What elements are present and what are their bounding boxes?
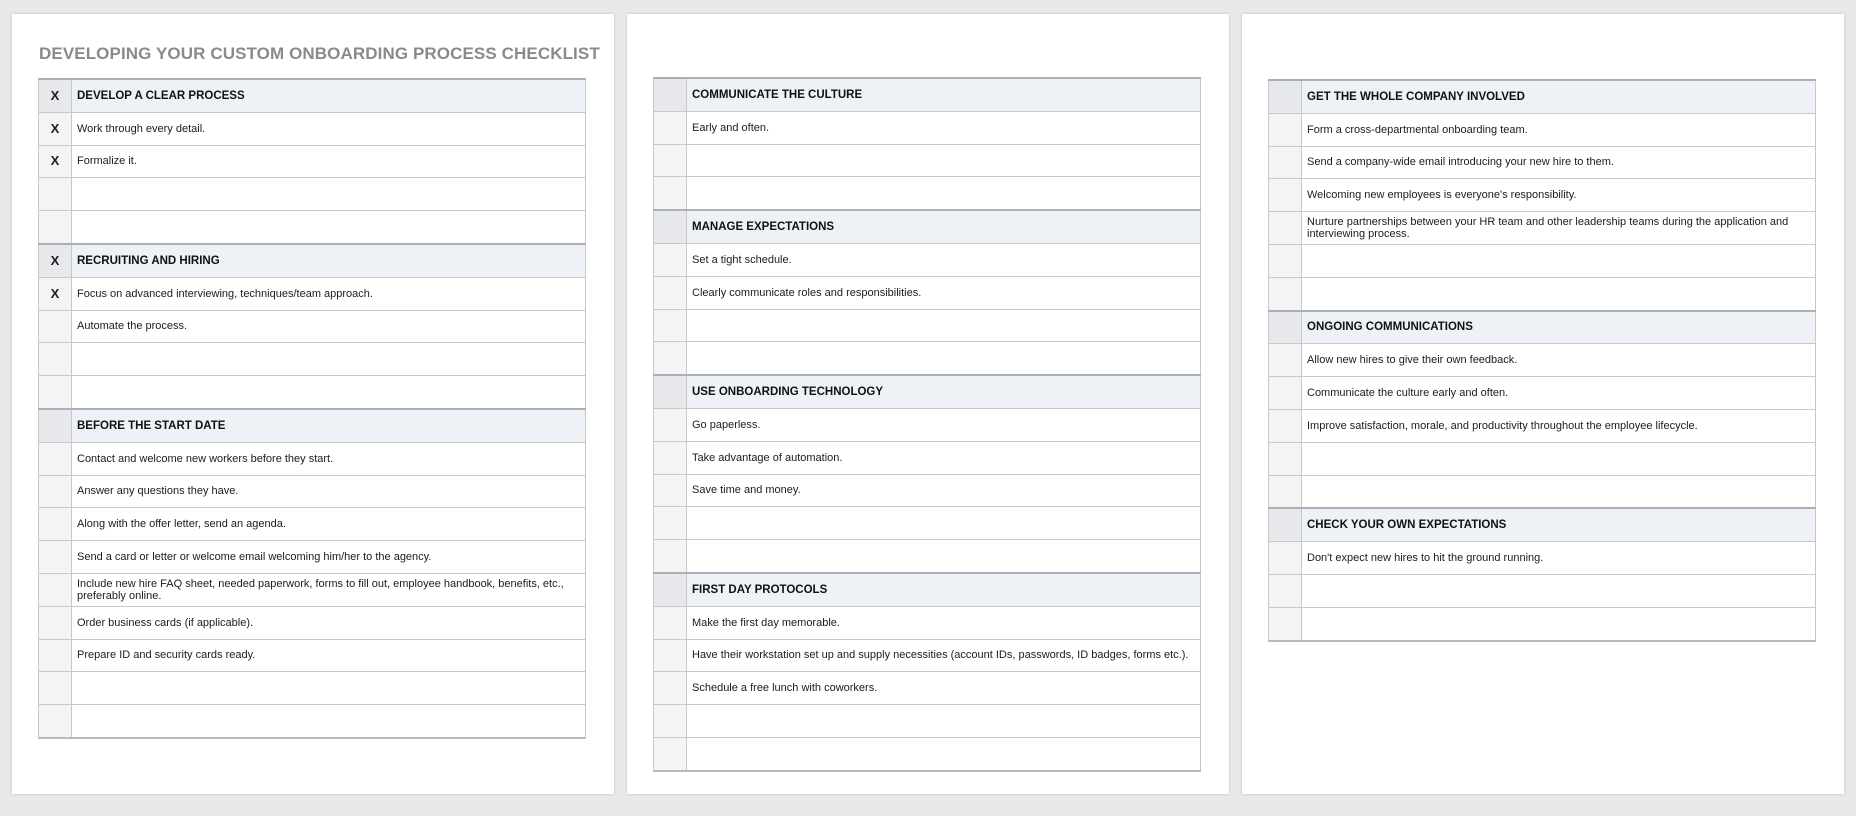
checklist-row bbox=[39, 639, 586, 672]
checklist-row bbox=[39, 211, 586, 244]
checkbox-cell[interactable] bbox=[39, 442, 72, 475]
item-text-cell[interactable]: Formalize it. bbox=[72, 145, 586, 178]
checklist-row bbox=[1269, 542, 1816, 575]
item-text-cell[interactable]: Answer any questions they have. bbox=[72, 475, 586, 508]
section-title[interactable]: GET THE WHOLE COMPANY INVOLVED bbox=[1302, 80, 1816, 113]
item-text-cell[interactable]: Don't expect new hires to hit the ground running. bbox=[1302, 542, 1816, 575]
checkbox-cell[interactable] bbox=[39, 211, 72, 244]
checklist-row bbox=[654, 342, 1201, 375]
checklist-row bbox=[1269, 409, 1816, 442]
checklist-table-3 bbox=[1268, 79, 1816, 642]
checklist-row bbox=[654, 705, 1201, 738]
item-text-cell[interactable]: Prepare ID and security cards ready. bbox=[72, 639, 586, 672]
item-text-cell[interactable] bbox=[1302, 607, 1816, 640]
checklist-row bbox=[654, 672, 1201, 705]
item-text-cell[interactable] bbox=[1302, 574, 1816, 607]
checklist-row bbox=[1269, 277, 1816, 310]
checkbox-cell[interactable] bbox=[654, 78, 687, 111]
section-header-row bbox=[39, 409, 586, 442]
item-text-cell[interactable]: Set a tight schedule. bbox=[687, 243, 1201, 276]
item-text-cell[interactable]: Save time and money. bbox=[687, 474, 1201, 507]
document-page-3 bbox=[1242, 14, 1844, 794]
document-page-1 bbox=[12, 14, 614, 794]
item-text-cell[interactable]: Send a company-wide email introducing your new hire to them. bbox=[1302, 146, 1816, 179]
checkbox-cell[interactable] bbox=[654, 639, 687, 672]
checklist-row bbox=[39, 508, 586, 541]
checkbox-cell[interactable] bbox=[39, 178, 72, 211]
section-title[interactable]: BEFORE THE START DATE bbox=[72, 409, 586, 442]
checkbox-cell[interactable] bbox=[1269, 344, 1302, 377]
section-title[interactable]: USE ONBOARDING TECHNOLOGY bbox=[687, 375, 1201, 408]
checkbox-cell[interactable] bbox=[39, 376, 72, 409]
section-header-row bbox=[1269, 311, 1816, 344]
section-title[interactable]: COMMUNICATE THE CULTURE bbox=[687, 78, 1201, 111]
checkbox-cell[interactable] bbox=[654, 606, 687, 639]
item-text-cell[interactable]: Welcoming new employees is everyone's responsibility. bbox=[1302, 179, 1816, 212]
item-text-cell[interactable]: Communicate the culture early and often. bbox=[1302, 377, 1816, 410]
item-text-cell[interactable] bbox=[1302, 442, 1816, 475]
item-text-cell[interactable] bbox=[687, 177, 1201, 210]
item-text-cell[interactable] bbox=[687, 144, 1201, 177]
checklist-row bbox=[1269, 244, 1816, 277]
item-text-cell[interactable]: Clearly communicate roles and responsibilities. bbox=[687, 276, 1201, 309]
item-text-cell[interactable] bbox=[687, 507, 1201, 540]
checklist-row bbox=[654, 441, 1201, 474]
checkbox-cell[interactable] bbox=[39, 672, 72, 705]
section-header-row bbox=[1269, 508, 1816, 541]
section-header-row bbox=[654, 573, 1201, 606]
checkbox-cell[interactable] bbox=[654, 243, 687, 276]
checkbox-cell[interactable]: X bbox=[39, 277, 72, 310]
checklist-row bbox=[39, 672, 586, 705]
section-title[interactable]: ONGOING COMMUNICATIONS bbox=[1302, 311, 1816, 344]
checklist-row bbox=[654, 737, 1201, 770]
checkbox-cell[interactable]: X bbox=[39, 79, 72, 112]
checklist-row bbox=[1269, 344, 1816, 377]
item-text-cell[interactable] bbox=[72, 343, 586, 376]
checkbox-cell[interactable] bbox=[654, 210, 687, 243]
checkbox-cell[interactable] bbox=[1269, 442, 1302, 475]
checklist-row bbox=[39, 606, 586, 639]
checklist-row bbox=[1269, 377, 1816, 410]
checklist-row bbox=[39, 541, 586, 574]
checkbox-cell[interactable]: X bbox=[39, 112, 72, 145]
item-text-cell[interactable] bbox=[687, 705, 1201, 738]
checklist-row bbox=[39, 376, 586, 409]
checkbox-cell[interactable] bbox=[1269, 542, 1302, 575]
checklist-row bbox=[1269, 475, 1816, 508]
checklist-row bbox=[39, 112, 586, 145]
checkbox-cell[interactable] bbox=[654, 705, 687, 738]
checkbox-cell[interactable] bbox=[39, 409, 72, 442]
checkbox-cell[interactable] bbox=[39, 705, 72, 738]
checkbox-cell[interactable] bbox=[654, 507, 687, 540]
checklist-row bbox=[654, 507, 1201, 540]
item-text-cell[interactable] bbox=[687, 342, 1201, 375]
item-text-cell[interactable] bbox=[72, 178, 586, 211]
item-text-cell[interactable] bbox=[72, 376, 586, 409]
checkbox-cell[interactable] bbox=[1269, 179, 1302, 212]
checklist-row bbox=[654, 639, 1201, 672]
item-text-cell[interactable]: Work through every detail. bbox=[72, 112, 586, 145]
checkbox-cell[interactable] bbox=[654, 276, 687, 309]
checkbox-cell[interactable] bbox=[654, 737, 687, 770]
checkbox-cell[interactable] bbox=[39, 573, 72, 606]
checkbox-cell[interactable] bbox=[1269, 277, 1302, 310]
item-text-cell[interactable]: Focus on advanced interviewing, techniques/team approach. bbox=[72, 277, 586, 310]
item-text-cell[interactable]: Contact and welcome new workers before they start. bbox=[72, 442, 586, 475]
section-header-row bbox=[1269, 80, 1816, 113]
item-text-cell[interactable] bbox=[687, 737, 1201, 770]
checklist-row bbox=[39, 145, 586, 178]
page-title: DEVELOPING YOUR CUSTOM ONBOARDING PROCESS CHECKLIST bbox=[39, 44, 600, 63]
checklist-row bbox=[654, 408, 1201, 441]
checklist-row bbox=[39, 573, 586, 606]
checkbox-cell[interactable] bbox=[1269, 146, 1302, 179]
item-text-cell[interactable] bbox=[72, 211, 586, 244]
checklist-row bbox=[1269, 212, 1816, 245]
checkbox-cell[interactable] bbox=[1269, 311, 1302, 344]
checkbox-cell[interactable] bbox=[1269, 212, 1302, 245]
section-title[interactable]: RECRUITING AND HIRING bbox=[72, 244, 586, 277]
checklist-table-1 bbox=[38, 78, 586, 739]
checklist-row bbox=[39, 705, 586, 738]
checkbox-cell[interactable] bbox=[654, 177, 687, 210]
item-text-cell[interactable]: Send a card or letter or welcome email welcoming him/her to the agency. bbox=[72, 541, 586, 574]
checklist-row bbox=[654, 243, 1201, 276]
item-text-cell[interactable]: Schedule a free lunch with coworkers. bbox=[687, 672, 1201, 705]
item-text-cell[interactable]: Form a cross-departmental onboarding team. bbox=[1302, 113, 1816, 146]
checklist-row bbox=[39, 310, 586, 343]
checklist-row bbox=[654, 111, 1201, 144]
item-text-cell[interactable]: Improve satisfaction, morale, and productivity throughout the employee lifecycle. bbox=[1302, 409, 1816, 442]
item-text-cell[interactable]: Automate the process. bbox=[72, 310, 586, 343]
checklist-row bbox=[1269, 179, 1816, 212]
checkbox-cell[interactable]: X bbox=[39, 145, 72, 178]
checkbox-cell[interactable] bbox=[654, 408, 687, 441]
checklist-row bbox=[1269, 113, 1816, 146]
checkbox-cell[interactable] bbox=[1269, 244, 1302, 277]
checkbox-cell[interactable] bbox=[654, 309, 687, 342]
section-header-row bbox=[39, 79, 586, 112]
checkbox-cell[interactable] bbox=[39, 343, 72, 376]
item-text-cell[interactable]: Include new hire FAQ sheet, needed paperwork, forms to fill out, employee handbook, benefits, etc., preferably online. bbox=[72, 573, 586, 606]
checklist-table-2 bbox=[653, 77, 1201, 772]
item-text-cell[interactable] bbox=[72, 705, 586, 738]
checkbox-cell[interactable] bbox=[39, 310, 72, 343]
item-text-cell[interactable]: Early and often. bbox=[687, 111, 1201, 144]
item-text-cell[interactable] bbox=[687, 540, 1201, 573]
checklist-row bbox=[654, 144, 1201, 177]
checklist-row bbox=[39, 277, 586, 310]
checkbox-cell[interactable] bbox=[654, 342, 687, 375]
item-text-cell[interactable]: Take advantage of automation. bbox=[687, 441, 1201, 474]
checklist-row bbox=[39, 178, 586, 211]
checkbox-cell[interactable] bbox=[39, 541, 72, 574]
item-text-cell[interactable]: Along with the offer letter, send an agenda. bbox=[72, 508, 586, 541]
item-text-cell[interactable] bbox=[1302, 277, 1816, 310]
item-text-cell[interactable]: Allow new hires to give their own feedback. bbox=[1302, 344, 1816, 377]
item-text-cell[interactable] bbox=[72, 672, 586, 705]
checkbox-cell[interactable] bbox=[654, 111, 687, 144]
checklist-row bbox=[1269, 442, 1816, 475]
item-text-cell[interactable]: Go paperless. bbox=[687, 408, 1201, 441]
section-title[interactable]: CHECK YOUR OWN EXPECTATIONS bbox=[1302, 508, 1816, 541]
item-text-cell[interactable] bbox=[687, 309, 1201, 342]
section-title[interactable]: FIRST DAY PROTOCOLS bbox=[687, 573, 1201, 606]
checklist-row bbox=[1269, 607, 1816, 640]
checklist-row bbox=[654, 606, 1201, 639]
section-header-row bbox=[654, 78, 1201, 111]
checkbox-cell[interactable] bbox=[39, 606, 72, 639]
checkbox-cell[interactable] bbox=[39, 508, 72, 541]
checklist-row bbox=[39, 442, 586, 475]
checkbox-cell[interactable]: X bbox=[39, 244, 72, 277]
section-title[interactable]: MANAGE EXPECTATIONS bbox=[687, 210, 1201, 243]
checklist-row bbox=[654, 309, 1201, 342]
checkbox-cell[interactable] bbox=[654, 474, 687, 507]
checkbox-cell[interactable] bbox=[1269, 475, 1302, 508]
section-title[interactable]: DEVELOP A CLEAR PROCESS bbox=[72, 79, 586, 112]
checkbox-cell[interactable] bbox=[1269, 409, 1302, 442]
checklist-row bbox=[654, 540, 1201, 573]
checkbox-cell[interactable] bbox=[654, 144, 687, 177]
checkbox-cell[interactable] bbox=[1269, 574, 1302, 607]
document-page-2 bbox=[627, 14, 1229, 794]
section-header-row bbox=[654, 375, 1201, 408]
checkbox-cell[interactable] bbox=[1269, 377, 1302, 410]
checklist-row bbox=[1269, 574, 1816, 607]
checklist-row bbox=[654, 177, 1201, 210]
item-text-cell[interactable] bbox=[1302, 475, 1816, 508]
item-text-cell[interactable]: Order business cards (if applicable). bbox=[72, 606, 586, 639]
checkbox-cell[interactable] bbox=[654, 441, 687, 474]
checklist-row bbox=[1269, 146, 1816, 179]
item-text-cell[interactable]: Nurture partnerships between your HR team and other leadership teams during the application and interviewing process. bbox=[1302, 212, 1816, 245]
checkbox-cell[interactable] bbox=[1269, 80, 1302, 113]
item-text-cell[interactable]: Have their workstation set up and supply necessities (account IDs, passwords, ID badges, forms etc.). bbox=[687, 639, 1201, 672]
checklist-row bbox=[654, 276, 1201, 309]
checkbox-cell[interactable] bbox=[39, 475, 72, 508]
checklist-row bbox=[39, 343, 586, 376]
checklist-row bbox=[39, 475, 586, 508]
checklist-row bbox=[654, 474, 1201, 507]
checkbox-cell[interactable] bbox=[39, 639, 72, 672]
checkbox-cell[interactable] bbox=[1269, 113, 1302, 146]
checkbox-cell[interactable] bbox=[654, 672, 687, 705]
checkbox-cell[interactable] bbox=[1269, 607, 1302, 640]
section-header-row bbox=[654, 210, 1201, 243]
item-text-cell[interactable]: Make the first day memorable. bbox=[687, 606, 1201, 639]
section-header-row bbox=[39, 244, 586, 277]
checkbox-cell[interactable] bbox=[654, 375, 687, 408]
checkbox-cell[interactable] bbox=[654, 540, 687, 573]
item-text-cell[interactable] bbox=[1302, 244, 1816, 277]
checkbox-cell[interactable] bbox=[1269, 508, 1302, 541]
checkbox-cell[interactable] bbox=[654, 573, 687, 606]
